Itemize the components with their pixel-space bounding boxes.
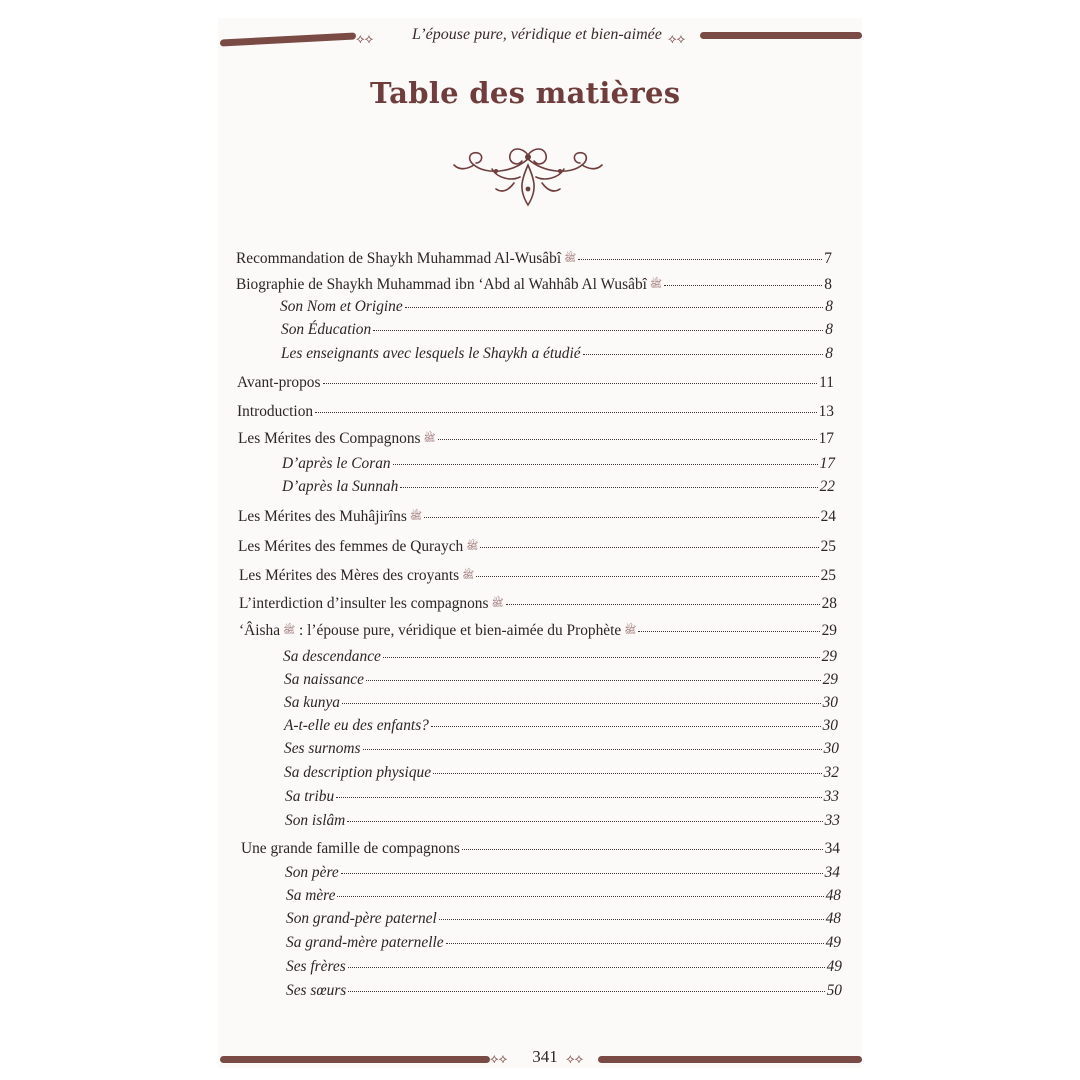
toc-entry (237, 403, 834, 421)
dot-leader (583, 354, 824, 355)
toc-page-number: 17 (818, 430, 834, 447)
toc-label-text: Sa naissance (284, 671, 364, 688)
toc-entry (236, 276, 832, 294)
honorific-icon: ﷺ (649, 279, 663, 290)
toc-label (285, 864, 339, 882)
toc-page-number: 33 (824, 812, 840, 829)
dot-leader (341, 873, 823, 874)
footer-rule-right (598, 1056, 862, 1063)
dot-leader (342, 703, 821, 704)
toc-subentry (286, 934, 841, 952)
toc-label (286, 934, 444, 952)
toc-label (285, 788, 334, 806)
toc-label-text: D’après le Coran (282, 455, 391, 472)
toc-page-number: 34 (824, 864, 840, 881)
toc-label-text: Sa descendance (283, 648, 381, 665)
toc-subentry (283, 648, 837, 666)
page-number: 341 (532, 1047, 558, 1066)
toc-label (239, 567, 474, 585)
toc-page-number: 48 (825, 887, 841, 904)
toc-label-tail: : l’épouse pure, véridique et bien-aimée du Prophète (295, 622, 622, 639)
toc-subentry (284, 764, 839, 782)
toc-entry (241, 840, 840, 858)
toc-label (283, 648, 381, 666)
toc-label (237, 374, 321, 392)
honorific-icon: ﷺ (466, 541, 479, 552)
dot-leader (347, 821, 822, 822)
toc-label (284, 717, 429, 735)
toc-subentry (286, 958, 842, 976)
toc-label-text: Les Mérites des Compagnons (238, 430, 421, 447)
toc-entry (238, 538, 836, 556)
toc-page-number: 29 (822, 671, 838, 688)
toc-page-number: 29 (821, 622, 837, 639)
toc-page-number: 49 (826, 958, 842, 975)
toc-label (238, 430, 436, 448)
toc-label (237, 403, 313, 421)
toc-label-text: Sa grand-mère paternelle (286, 934, 444, 951)
toc-label-text: Son père (285, 864, 339, 881)
dot-leader (383, 657, 820, 658)
toc-page-number: 7 (824, 250, 832, 267)
toc-entry (237, 374, 834, 392)
dot-leader (578, 259, 822, 260)
toc-label-text: Sa tribu (285, 788, 335, 805)
toc-label-text: Les enseignants avec lesquels le Shaykh a étudié (281, 345, 581, 362)
honorific-icon: ﷺ (462, 570, 475, 581)
toc-label-text: Les Mérites des Mères des croyants (239, 567, 460, 584)
toc-label (241, 840, 460, 858)
toc-label-text: Sa mère (286, 887, 336, 904)
toc-label (280, 298, 403, 316)
toc-label (239, 595, 504, 613)
toc-label-text: Ses frères (286, 958, 346, 975)
toc-subentry (286, 910, 841, 928)
honorific-icon: ﷺ (283, 625, 296, 636)
toc-label-text: Ses sœurs (286, 982, 347, 999)
honorific-icon: ﷺ (624, 625, 637, 636)
toc-label-text: Recommandation de Shaykh Muhammad Al-Wusâbî (236, 250, 562, 267)
toc-label (239, 622, 636, 640)
honorific-icon: ﷺ (423, 433, 436, 444)
dot-leader (323, 383, 818, 384)
dot-leader (506, 604, 820, 605)
toc-subentry (282, 455, 835, 473)
toc-page-number: 8 (825, 321, 833, 338)
toc-page-number: 17 (819, 455, 835, 472)
toc-page-number: 8 (825, 298, 833, 315)
toc-label-text: ‘Âisha (239, 622, 281, 639)
toc-label-text: Son Nom et Origine (280, 298, 403, 315)
dot-leader (446, 943, 824, 944)
toc-label-text: Introduction (237, 403, 314, 420)
toc-page-number: 22 (819, 478, 835, 495)
toc-page-number: 29 (821, 648, 837, 665)
toc-label (286, 958, 346, 976)
ornament-icon: ⟡⟡ (356, 31, 374, 46)
toc-page-number: 11 (819, 374, 834, 391)
toc-label (284, 694, 340, 712)
running-title: L’épouse pure, véridique et bien-aimée (412, 26, 662, 43)
toc-label-text: Son Éducation (281, 321, 372, 338)
ornament-icon: ⟡⟡ (490, 1051, 508, 1066)
toc-page-number: 25 (820, 538, 836, 555)
toc-page-number: 8 (824, 276, 832, 293)
dot-leader (433, 773, 822, 774)
toc-subentry (280, 298, 833, 316)
toc-subentry (286, 982, 842, 1000)
toc-label-text: Ses surnoms (284, 740, 361, 757)
toc-label (284, 671, 364, 689)
toc-entry (238, 430, 834, 448)
toc-label-text: Une grande famille de compagnons (241, 840, 460, 857)
toc-label (286, 982, 346, 1000)
toc-subentry (284, 740, 839, 758)
toc-page-number: 48 (825, 910, 841, 927)
dot-leader (393, 464, 818, 465)
toc-subentry (284, 717, 838, 735)
dot-leader (405, 307, 824, 308)
dot-leader (348, 967, 825, 968)
toc-page-number: 30 (822, 694, 838, 711)
dot-leader (462, 849, 823, 850)
toc-label (238, 508, 422, 526)
honorific-icon: ﷺ (409, 511, 422, 522)
toc-label (282, 478, 398, 496)
dot-leader (400, 487, 817, 488)
toc-page-number: 32 (823, 764, 839, 781)
toc-label-text: D’après la Sunnah (282, 478, 399, 495)
toc-entry (239, 595, 837, 613)
dot-leader (336, 797, 821, 798)
toc-label (286, 887, 335, 905)
honorific-icon: ﷺ (491, 598, 504, 609)
toc-label-text: Sa description physique (284, 764, 432, 781)
toc-page-number: 49 (825, 934, 841, 951)
dot-leader (431, 726, 821, 727)
toc-page-number: 33 (823, 788, 839, 805)
toc-page-number: 13 (818, 403, 834, 420)
dot-leader (638, 631, 819, 632)
dot-leader (476, 576, 818, 577)
toc-page-number: 28 (821, 595, 837, 612)
toc-subentry (284, 671, 838, 689)
toc-subentry (285, 864, 840, 882)
dot-leader (366, 680, 821, 681)
toc-entry (239, 567, 836, 585)
toc-label-text: Les Mérites des Muhâjirîns (238, 508, 407, 525)
toc-label (281, 345, 581, 363)
dot-leader (348, 991, 824, 992)
toc-label-text: A-t-elle eu des enfants? (284, 717, 429, 734)
toc-subentry (285, 812, 840, 830)
toc-label-text: Avant-propos (237, 374, 321, 391)
ornament-icon: ⟡⟡ (566, 1051, 584, 1066)
toc-entry (238, 508, 836, 526)
toc-label-text: Sa kunya (284, 694, 340, 711)
page-title: Table des matières (370, 76, 681, 110)
toc-subentry (285, 788, 839, 806)
dot-leader (438, 439, 817, 440)
dot-leader (439, 919, 824, 920)
toc-label-text: L’interdiction d’insulter les compagnons (239, 595, 489, 612)
toc-subentry (286, 887, 841, 905)
dot-leader (373, 330, 823, 331)
dot-leader (363, 749, 822, 750)
toc-label (286, 910, 437, 928)
dot-leader (664, 285, 822, 286)
toc-label (236, 250, 576, 268)
toc-page-number: 50 (826, 982, 842, 999)
toc-entry (239, 622, 837, 640)
toc-label (284, 764, 431, 782)
toc-label (282, 455, 391, 473)
toc-label (236, 276, 662, 294)
toc-page-number: 30 (823, 740, 839, 757)
toc-label-text: Biographie de Shaykh Muhammad ibn ‘Abd al Wahhâb Al Wusâbî (236, 276, 647, 293)
dot-leader (315, 412, 817, 413)
dot-leader (337, 896, 823, 897)
footer-rule-left (220, 1056, 490, 1063)
honorific-icon: ﷺ (564, 253, 577, 264)
toc-subentry (281, 321, 833, 339)
toc-subentry (284, 694, 838, 712)
toc-subentry (281, 345, 833, 363)
toc-page-number: 34 (824, 840, 840, 857)
toc-page-number: 25 (820, 567, 836, 584)
toc-label-text: Les Mérites des femmes de Quraych (238, 538, 464, 555)
toc-subentry (282, 478, 835, 496)
toc-label (284, 740, 361, 758)
toc-label (285, 812, 345, 830)
toc-entry (236, 250, 832, 268)
toc-page-number: 8 (825, 345, 833, 362)
toc-label (281, 321, 371, 339)
dot-leader (480, 547, 818, 548)
toc-page-number: 30 (822, 717, 838, 734)
dot-leader (424, 517, 819, 518)
toc-label-text: Son islâm (285, 812, 346, 829)
toc-label (238, 538, 478, 556)
toc-label-text: Son grand-père paternel (286, 910, 437, 927)
toc-page-number: 24 (820, 508, 836, 525)
ornament-icon: ⟡⟡ (668, 31, 686, 46)
